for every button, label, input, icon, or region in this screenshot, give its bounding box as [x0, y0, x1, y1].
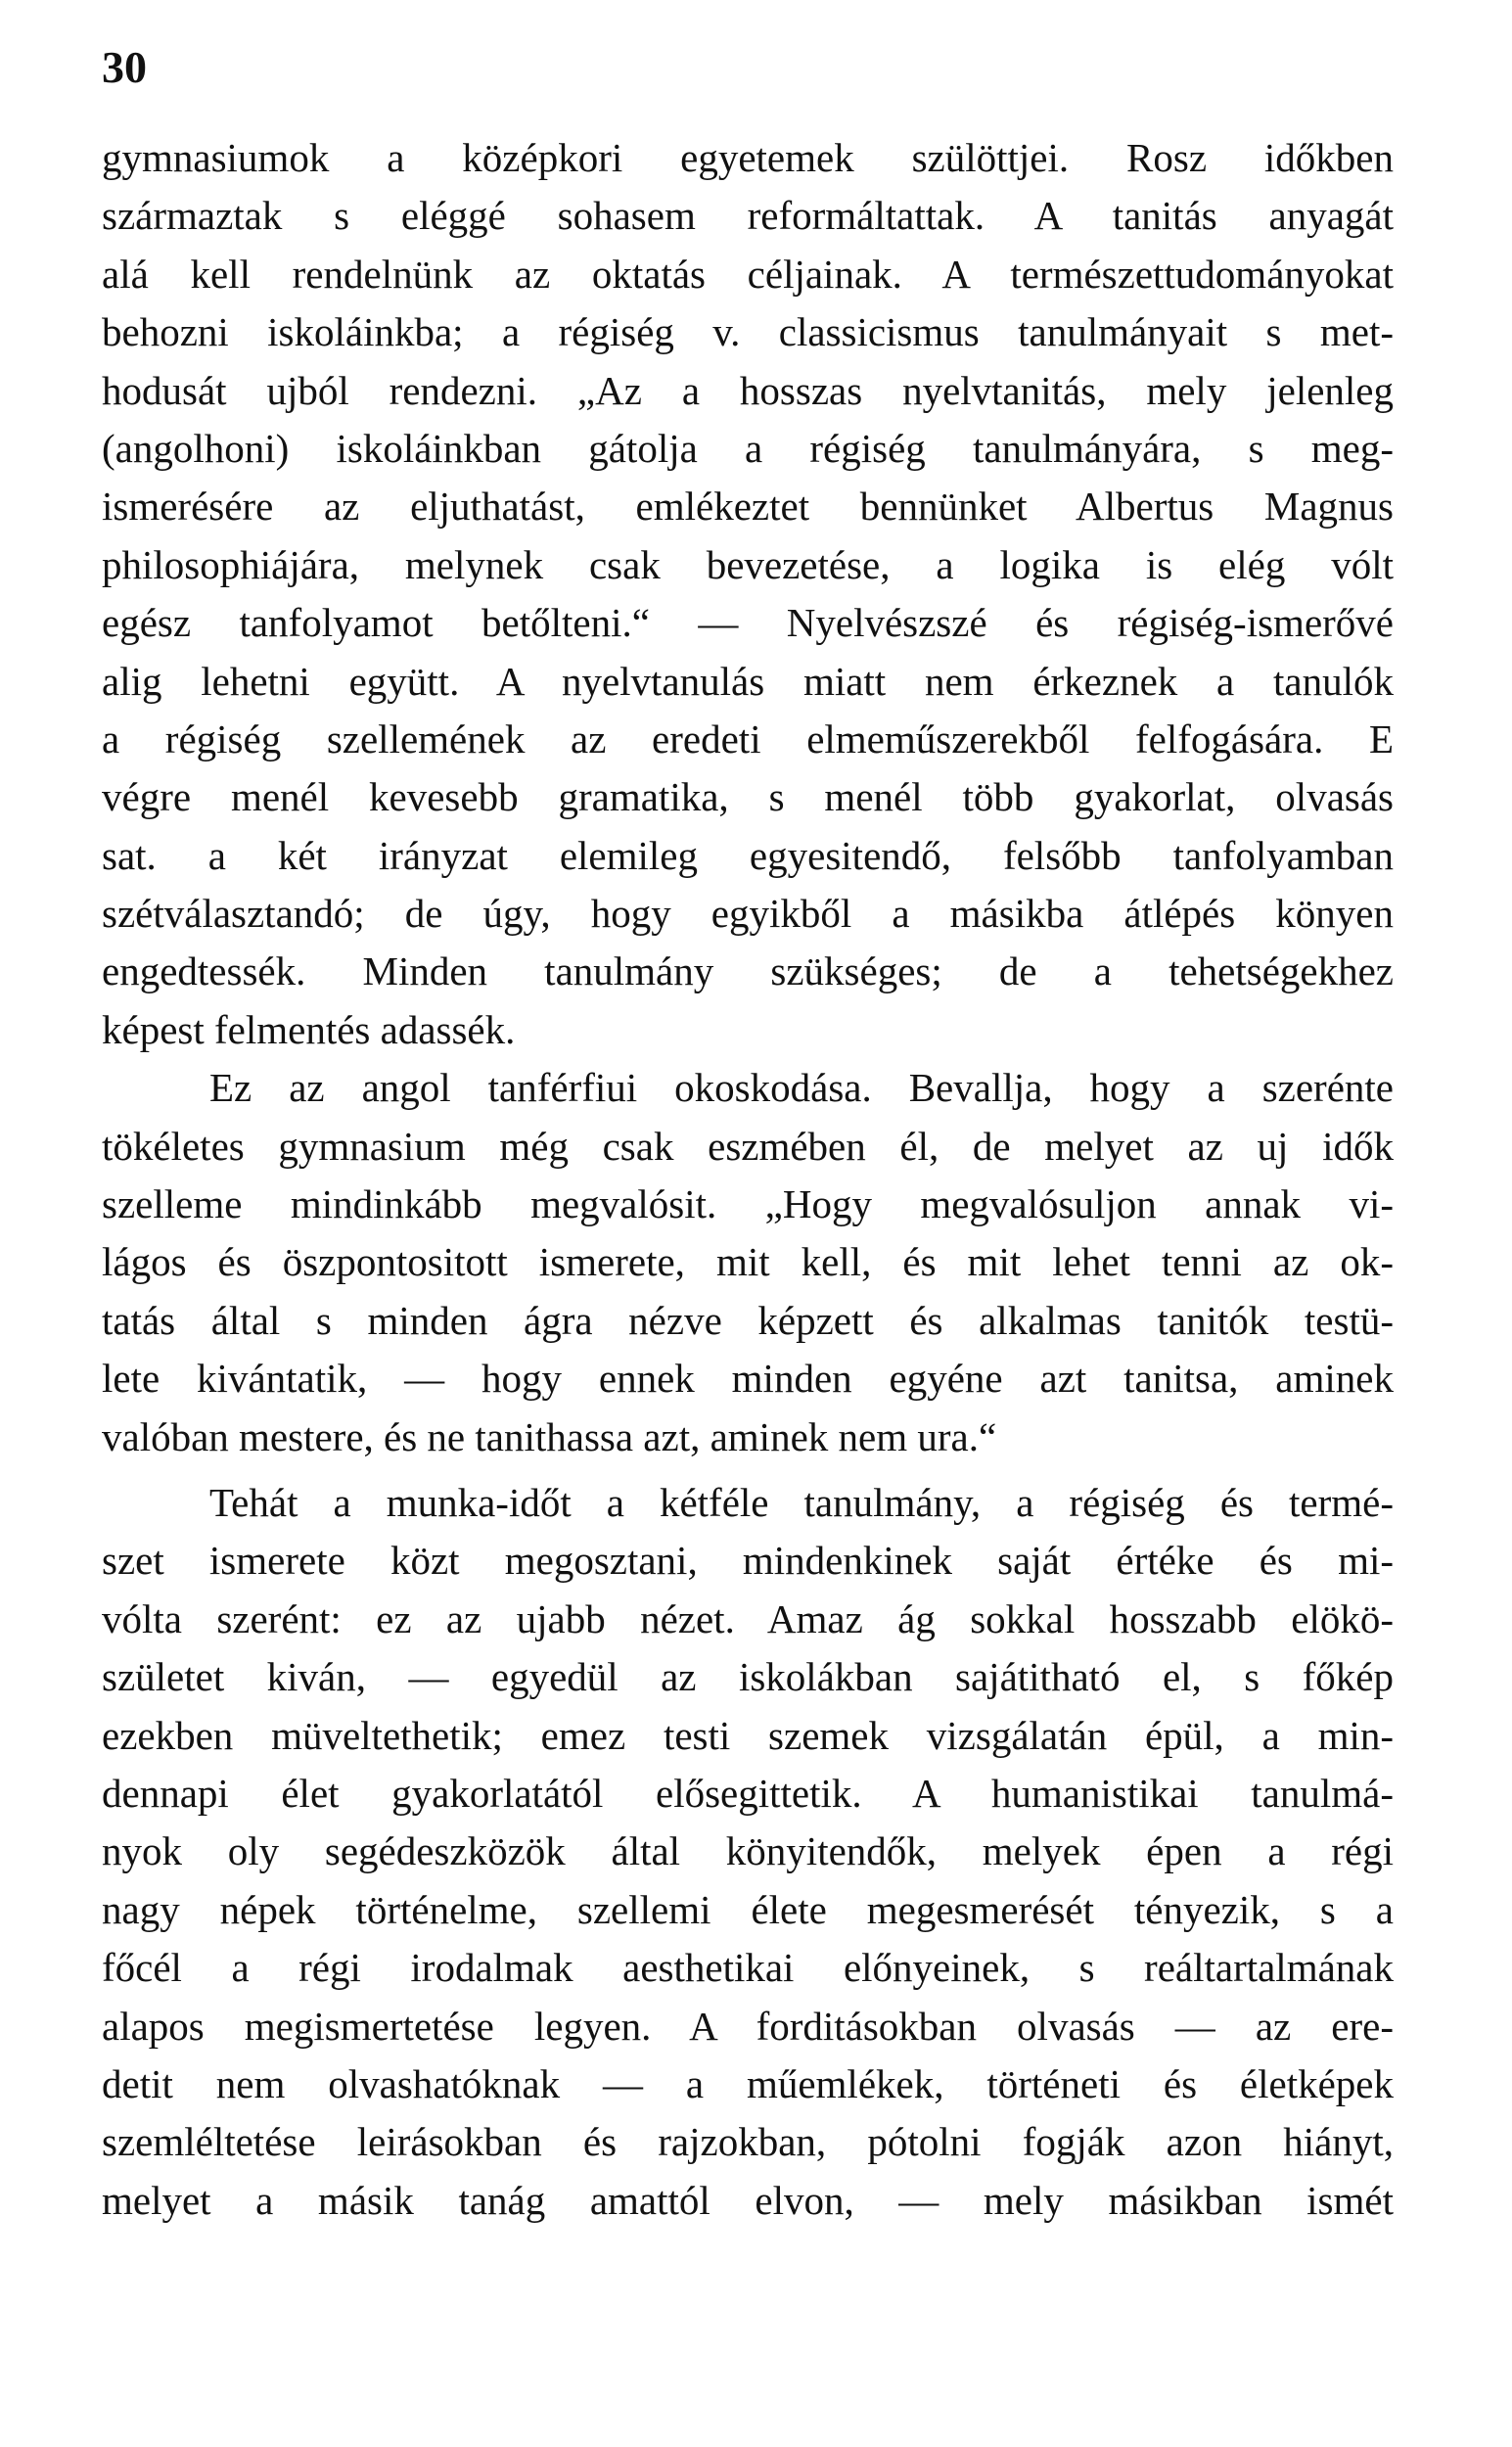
text-line: detit nem olvashatóknak — a műemlékek, történeti és életképek [102, 2060, 1394, 2106]
text-line: alapos megismertetése legyen. A forditásokban olvasás — az ere- [102, 2003, 1394, 2049]
text-line: alig lehetni együtt. A nyelvtanulás miatt nem érkeznek a tanulók [102, 658, 1394, 704]
text-line: nagy népek történelme, szellemi élete megesmerését tényezik, s a [102, 1886, 1394, 1932]
text-line: szet ismerete közt megosztani, mindenkinek saját értéke és mi- [102, 1538, 1394, 1584]
text-line: ezekben müveltethetik; emez testi szemek vizsgálatán épül, a min- [102, 1712, 1394, 1758]
text-line: sat. a két irányzat elemileg egyesitendő, felsőbb tanfolyamban [102, 832, 1394, 878]
text-line: engedtessék. Minden tanulmány szükséges; de a tehetségekhez [102, 948, 1394, 994]
text-line: szelleme mindinkább megvalósit. „Hogy megvalósuljon annak vi- [102, 1181, 1394, 1227]
text-line: szemléltetése leirásokban és rajzokban, pótolni fogják azon hiányt, [102, 2119, 1394, 2165]
text-line: a régiség szellemének az eredeti elmeműszerekből felfogására. E [102, 716, 1394, 762]
text-line: szétválasztandó; de úgy, hogy egyikből a másikba átlépés könyen [102, 891, 1394, 937]
text-line: (angolhoni) iskoláinkban gátolja a régiség tanulmányára, s meg- [102, 425, 1394, 471]
text-line: hodusát ujból rendezni. „Az a hosszas nyelvtanitás, mely jelenleg [102, 367, 1394, 413]
text-line: ismerésére az eljuthatást, emlékeztet bennünket Albertus Magnus [102, 484, 1394, 530]
text-line: behozni iskoláinkba; a régiség v. classicismus tanulmányait s met- [102, 309, 1394, 355]
text-line: gymnasiumok a középkori egyetemek szülöttjei. Rosz időkben [102, 135, 1394, 180]
text-line: képest felmentés adassék. [102, 1006, 516, 1052]
text-line: valóban mestere, és ne tanithassa azt, aminek nem ura.“ [102, 1413, 997, 1459]
body-text [102, 129, 1394, 2230]
text-line: philosophiájára, melynek csak bevezetése, a logika is elég vólt [102, 541, 1394, 587]
text-line: lágos és öszpontositott ismerete, mit kell, és mit lehet tenni az ok- [102, 1239, 1394, 1285]
text-line: melyet a másik tanág amattól elvon, — mely másikban ismét [102, 2177, 1394, 2223]
text-line: lete kivántatik, — hogy ennek minden egyéne azt tanitsa, aminek [102, 1356, 1394, 1402]
text-line: születet kiván, — egyedül az iskolákban sajátitható el, s főkép [102, 1654, 1394, 1700]
text-line: származtak s eléggé sohasem reformáltattak. A tanitás anyagát [102, 193, 1394, 239]
page-number: 30 [102, 42, 147, 92]
text-line: főcél a régi irodalmak aesthetikai előnyeinek, s reáltartalmának [102, 1945, 1394, 1991]
text-line: Ez az angol tanférfiui okoskodása. Bevallja, hogy a szerénte [209, 1065, 1394, 1111]
text-line: Tehát a munka-időt a kétféle tanulmány, a régiség és termé- [209, 1479, 1394, 1525]
text-line: tatás által s minden ágra nézve képzett és alkalmas tanitók testü- [102, 1297, 1394, 1343]
text-line: végre menél kevesebb gramatika, s menél több gyakorlat, olvasás [102, 774, 1394, 820]
text-line: nyok oly segédeszközök által könyitendők, melyek épen a régi [102, 1828, 1394, 1874]
text-line: dennapi élet gyakorlatától elősegittetik. A humanistikai tanulmá- [102, 1770, 1394, 1816]
text-line: egész tanfolyamot betőlteni.“ — Nyelvészszé és régiség-ismerővé [102, 600, 1394, 646]
text-line: tökéletes gymnasium még csak eszmében él, de melyet az uj idők [102, 1123, 1394, 1169]
text-line: alá kell rendelnünk az oktatás céljainak. A természettudományokat [102, 251, 1394, 297]
text-line: vólta szerént: ez az ujabb nézet. Amaz ág sokkal hosszabb elökö- [102, 1595, 1394, 1641]
